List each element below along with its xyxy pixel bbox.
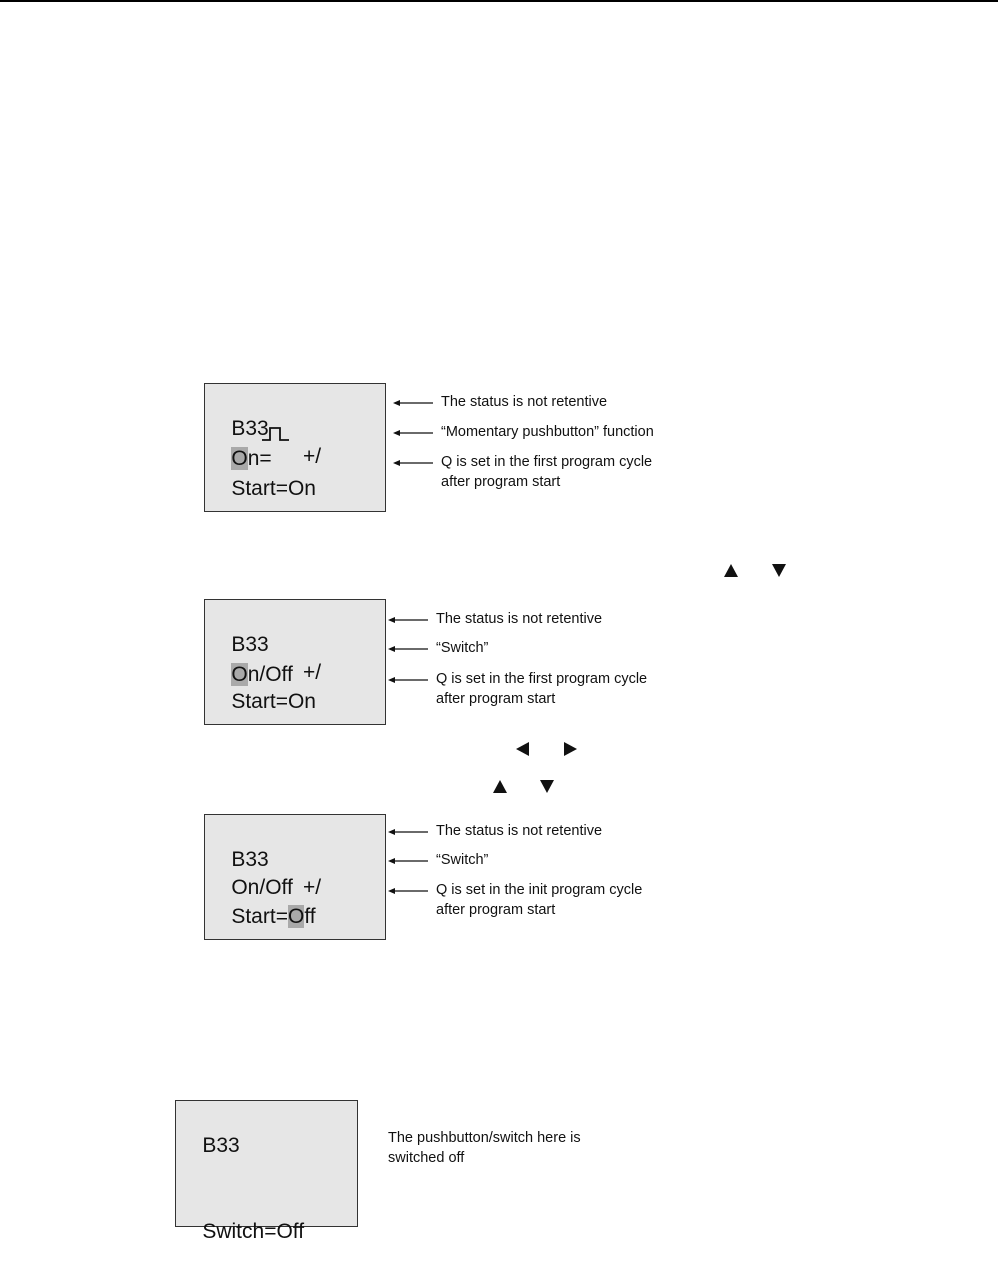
on-setting-text: n/Off bbox=[247, 663, 293, 686]
left-arrow-icon bbox=[388, 646, 428, 652]
annotation-row bbox=[388, 821, 688, 841]
mode-label: +/ bbox=[303, 445, 322, 468]
annotation-text: The status is not retentive bbox=[436, 823, 603, 839]
down-triangle-icon bbox=[540, 780, 554, 793]
annotation-row bbox=[393, 392, 693, 412]
annotation-text: The status is not retentive bbox=[436, 611, 603, 627]
annotation-text: Q is set in the first program cycle after program start bbox=[436, 671, 648, 707]
annotation-text: “Switch” bbox=[436, 852, 489, 868]
lcd-display-1 bbox=[204, 383, 386, 512]
lcd-line-3 bbox=[208, 447, 316, 500]
left-arrow-icon bbox=[388, 677, 428, 683]
mode-label: +/ bbox=[303, 661, 322, 684]
annotation-text: “Momentary pushbutton” function bbox=[441, 424, 654, 440]
annotation-row bbox=[388, 850, 688, 870]
left-arrow-icon bbox=[393, 460, 433, 466]
start-prefix-text: Start= bbox=[231, 905, 288, 928]
left-arrow-icon bbox=[388, 829, 428, 835]
cursor-char: O bbox=[231, 663, 248, 686]
block-label: B33 bbox=[202, 1134, 240, 1157]
cursor-char: O bbox=[287, 905, 305, 928]
lcd-line-3 bbox=[208, 660, 316, 713]
annotation-row bbox=[393, 452, 693, 494]
lcd-display-3 bbox=[204, 814, 386, 940]
lcd-line-2 bbox=[208, 846, 293, 899]
left-arrow-icon bbox=[393, 430, 433, 436]
switch-state-note: The pushbutton/switch here is switched off bbox=[388, 1130, 581, 1166]
switch-state-text: Switch=Off bbox=[202, 1220, 305, 1243]
annotation-text: “Switch” bbox=[436, 640, 489, 656]
annotation-row bbox=[388, 609, 688, 629]
left-arrow-icon bbox=[388, 617, 428, 623]
block-label: B33 bbox=[231, 417, 269, 440]
block-label: B33 bbox=[231, 848, 269, 871]
annotation-row bbox=[388, 638, 688, 658]
up-triangle-icon bbox=[724, 564, 738, 577]
lcd-line-3 bbox=[208, 875, 316, 928]
annotation-text: Q is set in the first program cycle after program start bbox=[441, 454, 653, 490]
annotation-text: Q is set in the init program cycle after program start bbox=[436, 882, 643, 918]
lcd-line-1 bbox=[208, 387, 322, 468]
lcd-display-4 bbox=[175, 1100, 358, 1243]
annotation-text: The status is not retentive bbox=[441, 394, 608, 410]
down-triangle-icon bbox=[772, 564, 786, 577]
mode-label: +/ bbox=[303, 876, 322, 899]
lcd-line-2 bbox=[208, 633, 293, 686]
annotation-row bbox=[393, 422, 693, 442]
start-setting-text: Start=On bbox=[231, 690, 316, 713]
start-suffix-text: ff bbox=[304, 905, 316, 928]
pulse-icon bbox=[261, 426, 291, 442]
left-arrow-icon bbox=[393, 400, 433, 406]
left-arrow-icon bbox=[388, 888, 428, 894]
annotation-row bbox=[388, 880, 688, 922]
up-triangle-icon bbox=[493, 780, 507, 793]
left-triangle-icon bbox=[516, 742, 529, 756]
lcd-line-3 bbox=[179, 1190, 305, 1243]
cursor-char: O bbox=[231, 447, 248, 470]
header-rule bbox=[0, 0, 998, 2]
on-setting-text: On/Off bbox=[231, 876, 293, 899]
lcd-line-1 bbox=[179, 1104, 240, 1157]
block-label: B33 bbox=[231, 633, 269, 656]
annotation-row bbox=[388, 669, 688, 711]
on-setting-text: n= bbox=[247, 447, 278, 470]
start-setting-text: Start=On bbox=[231, 477, 316, 500]
left-arrow-icon bbox=[388, 858, 428, 864]
lcd-display-2 bbox=[204, 599, 386, 725]
right-triangle-icon bbox=[564, 742, 577, 756]
